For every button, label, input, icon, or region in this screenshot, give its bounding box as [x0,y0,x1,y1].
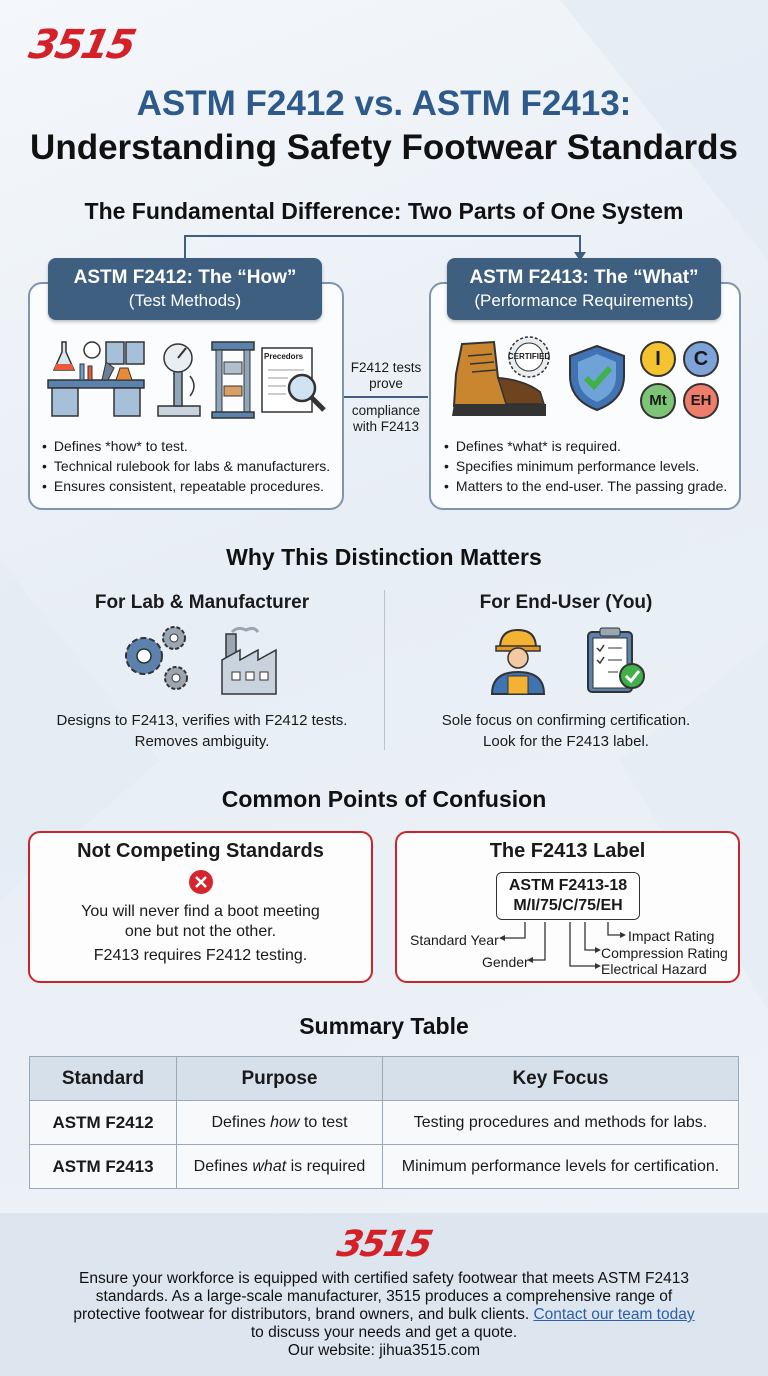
f2412-bullets [42,436,330,496]
badge-compression: C [683,341,719,377]
not-competing-line2: one but not the other. [124,923,277,940]
contact-link[interactable]: Contact our team today [533,1306,695,1323]
summary-table [29,1056,739,1189]
annotation-impact: Impact Rating [628,928,715,944]
why-right-line2: Look for the F2413 label. [483,733,649,750]
not-competing-text [28,902,373,966]
f2413-bullets [444,436,727,496]
certified-seal-label: CERTIFIED [507,352,551,361]
row-purpose: Defines how to test [177,1101,383,1145]
label-code-line1: ASTM F2413-18 [508,877,628,894]
row-standard: ASTM F2413 [30,1145,177,1189]
f2412-bullet: • Defines *how* to test. [42,436,330,456]
f2413-bullet: • Specifies minimum performance levels. [444,456,727,476]
impact-tester-icon [154,340,204,420]
not-competing-line1: You will never find a boot meeting [81,903,320,920]
not-competing-title: Not Competing Standards [77,840,324,862]
annotation-gender: Gender [482,954,529,970]
middle-connector-top [344,360,428,392]
annotation-compression: Compression Rating [601,945,728,961]
middle-line1: F2412 tests [350,360,422,375]
gears-icon [118,624,192,696]
why-right-line1: Sole focus on confirming certification. [441,712,691,729]
annotation-electrical: Electrical Hazard [601,961,707,977]
fundamental-heading: The Fundamental Difference: Two Parts of One System [84,198,684,224]
footer-logo: 3515 [333,1224,435,1265]
confusion-heading: Common Points of Confusion [221,786,547,812]
middle-line3: compliance [351,403,421,418]
middle-line2: prove [369,376,403,391]
badge-impact: I [640,341,676,377]
footer-website: Our website: jihua3515.com [287,1342,481,1359]
badge-metatarsal: Mt [640,383,676,419]
why-left-line2: Removes ambiguity. [134,733,270,750]
f2413-title-pill [447,258,721,320]
f2412-title: ASTM F2412: The “How” [73,267,297,288]
annotation-standard-year: Standard Year [410,932,499,948]
f2412-title-pill [48,258,322,320]
document-label: Precedors [264,352,304,361]
factory-icon [218,624,286,696]
brand-logo: 3515 [25,22,139,68]
table-row [30,1101,739,1145]
column-header: Standard [30,1057,177,1101]
f2413-label-title: The F2413 Label [489,840,646,862]
f2412-bullet: • Ensures consistent, repeatable procedures. [42,476,330,496]
lab-icon [44,338,148,420]
row-purpose: Defines what is required [177,1145,383,1189]
footer-line4: to discuss your needs and get a quote. [250,1324,518,1341]
footer-line3: protective footwear for distributors, brand owners, and bulk clients. [73,1306,530,1323]
badge-electrical-hazard: EH [683,383,719,419]
middle-connector-bottom [344,403,428,435]
worker-icon [486,626,550,696]
x-circle-icon [188,869,214,895]
why-left-line1: Designs to F2413, verifies with F2412 tests. [56,712,348,729]
column-header: Key Focus [383,1057,739,1101]
why-right-title: For End-User (You) [479,592,653,613]
f2413-title: ASTM F2413: The “What” [469,267,699,288]
shield-check-icon [566,342,628,414]
why-heading: Why This Distinction Matters [226,544,542,570]
footer-text [0,1270,768,1360]
row-standard: ASTM F2412 [30,1101,177,1145]
f2413-bullet: • Defines *what* is required. [444,436,727,456]
label-code-line2: M/I/75/C/75/EH [513,897,623,914]
row-focus: Testing procedures and methods for labs. [383,1101,739,1145]
f2413-subtitle: (Performance Requirements) [474,291,694,310]
table-header-row [30,1057,739,1101]
checklist-icon [584,626,648,696]
why-right-text [384,710,748,752]
page-title-line1: ASTM F2412 vs. ASTM F2413: [136,84,632,123]
middle-line4: with F2413 [352,419,420,434]
footer-line1: Ensure your workforce is equipped with certified safety footwear that meets ASTM F2413 [79,1270,689,1287]
column-header: Purpose [177,1057,383,1101]
label-code-box [496,872,640,920]
table-row [30,1145,739,1189]
middle-divider [344,396,428,398]
why-left-text [20,710,384,752]
footer-line3-wrap [0,1306,768,1324]
compression-press-icon [210,340,256,420]
page-title-line2: Understanding Safety Footwear Standards [30,128,738,167]
f2413-bullet: • Matters to the end-user. The passing grade. [444,476,727,496]
f2412-subtitle: (Test Methods) [128,291,242,310]
why-left-title: For Lab & Manufacturer [94,592,310,613]
row-focus: Minimum performance levels for certification. [383,1145,739,1189]
summary-heading: Summary Table [299,1013,469,1039]
not-competing-line3: F2413 requires F2412 testing. [93,947,308,964]
f2412-bullet: • Technical rulebook for labs & manufacturers. [42,456,330,476]
footer-line2: standards. As a large-scale manufacturer, 3515 produces a comprehensive range of [95,1288,673,1305]
